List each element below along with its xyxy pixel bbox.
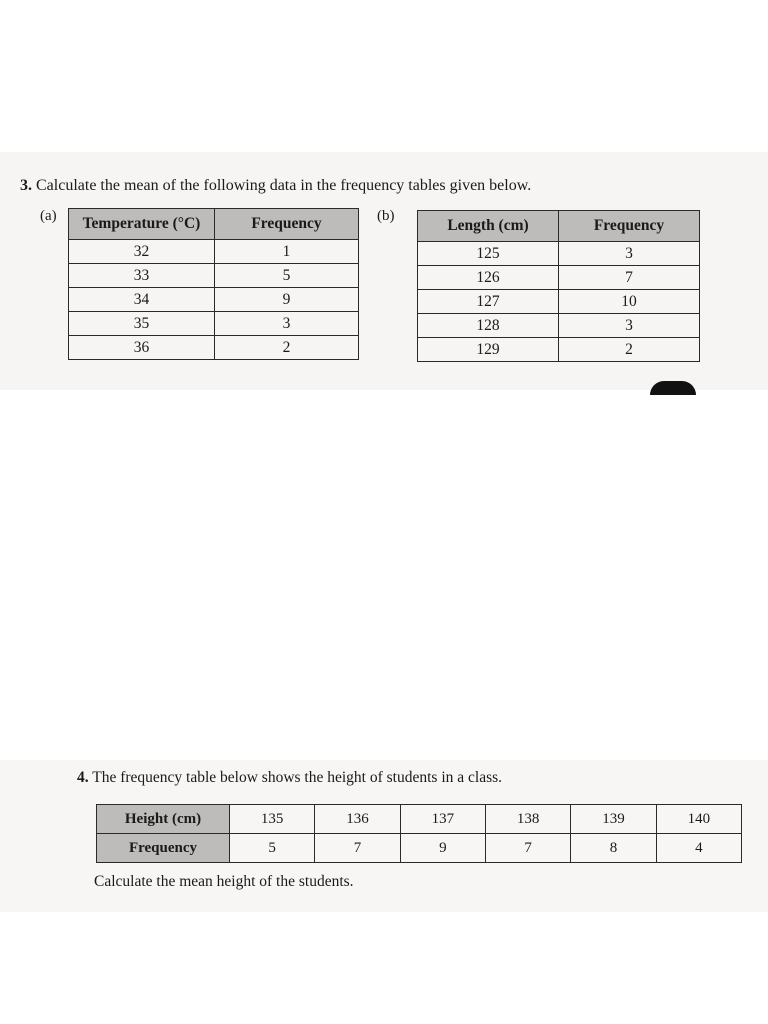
- dark-smudge: [650, 381, 696, 395]
- question-4: [77, 769, 502, 787]
- frequency-cell: 8: [571, 834, 656, 863]
- table-row: [418, 266, 700, 290]
- question-3-text: Calculate the mean of the following data in the frequency tables given below.: [36, 177, 532, 194]
- table-a-cell: 32: [69, 240, 215, 264]
- table-row: [418, 242, 700, 266]
- part-b-label: (b): [377, 208, 395, 224]
- table-row: [418, 290, 700, 314]
- table-b-cell: 129: [418, 338, 559, 362]
- table-a-cell: 3: [215, 312, 359, 336]
- table-b-cell: 125: [418, 242, 559, 266]
- table-a-cell: 36: [69, 336, 215, 360]
- table-row: [418, 314, 700, 338]
- height-table: [96, 804, 742, 863]
- table-b-cell: 126: [418, 266, 559, 290]
- frequency-cell: 4: [656, 834, 741, 863]
- table-b-cell: 127: [418, 290, 559, 314]
- question-4-number: 4.: [77, 769, 89, 786]
- table-row: [69, 336, 359, 360]
- table-row: [97, 805, 742, 834]
- table-b: [417, 210, 700, 362]
- height-cell: 137: [400, 805, 485, 834]
- table-a-cell: 33: [69, 264, 215, 288]
- frequency-cell: 7: [315, 834, 400, 863]
- table-a-cell: 9: [215, 288, 359, 312]
- height-cell: 139: [571, 805, 656, 834]
- table-b-header-frequency: Frequency: [559, 211, 700, 242]
- table-b-header-length: Length (cm): [418, 211, 559, 242]
- table-b-cell: 128: [418, 314, 559, 338]
- table-a-header-temperature: Temperature (°C): [69, 209, 215, 240]
- table-b-cell: 7: [559, 266, 700, 290]
- height-cell: 136: [315, 805, 400, 834]
- question-4-text: The frequency table below shows the height of students in a class.: [92, 769, 503, 786]
- table-a-header-frequency: Frequency: [215, 209, 359, 240]
- question-4-instruction: Calculate the mean height of the students.: [94, 873, 354, 890]
- frequency-cell: 5: [230, 834, 315, 863]
- table-a-cell: 34: [69, 288, 215, 312]
- question-3: [20, 177, 531, 195]
- table-row: [97, 834, 742, 863]
- table-row: [69, 312, 359, 336]
- frequency-cell: 9: [400, 834, 485, 863]
- table-b-cell: 3: [559, 314, 700, 338]
- table-b-cell: 2: [559, 338, 700, 362]
- table-a-header-row: [69, 209, 359, 240]
- table-b-cell: 10: [559, 290, 700, 314]
- table-row: [69, 288, 359, 312]
- table-a-cell: 35: [69, 312, 215, 336]
- height-cell: 140: [656, 805, 741, 834]
- height-row-label: Height (cm): [97, 805, 230, 834]
- table-a: [68, 208, 359, 360]
- height-cell: 138: [485, 805, 570, 834]
- table-b-cell: 3: [559, 242, 700, 266]
- question-3-number: 3.: [20, 177, 32, 194]
- table-a-cell: 1: [215, 240, 359, 264]
- frequency-row-label: Frequency: [97, 834, 230, 863]
- table-row: [69, 264, 359, 288]
- table-row: [418, 338, 700, 362]
- table-b-header-row: [418, 211, 700, 242]
- table-row: [69, 240, 359, 264]
- frequency-cell: 7: [485, 834, 570, 863]
- table-a-cell: 2: [215, 336, 359, 360]
- part-a-label: (a): [40, 208, 57, 224]
- height-cell: 135: [230, 805, 315, 834]
- table-a-cell: 5: [215, 264, 359, 288]
